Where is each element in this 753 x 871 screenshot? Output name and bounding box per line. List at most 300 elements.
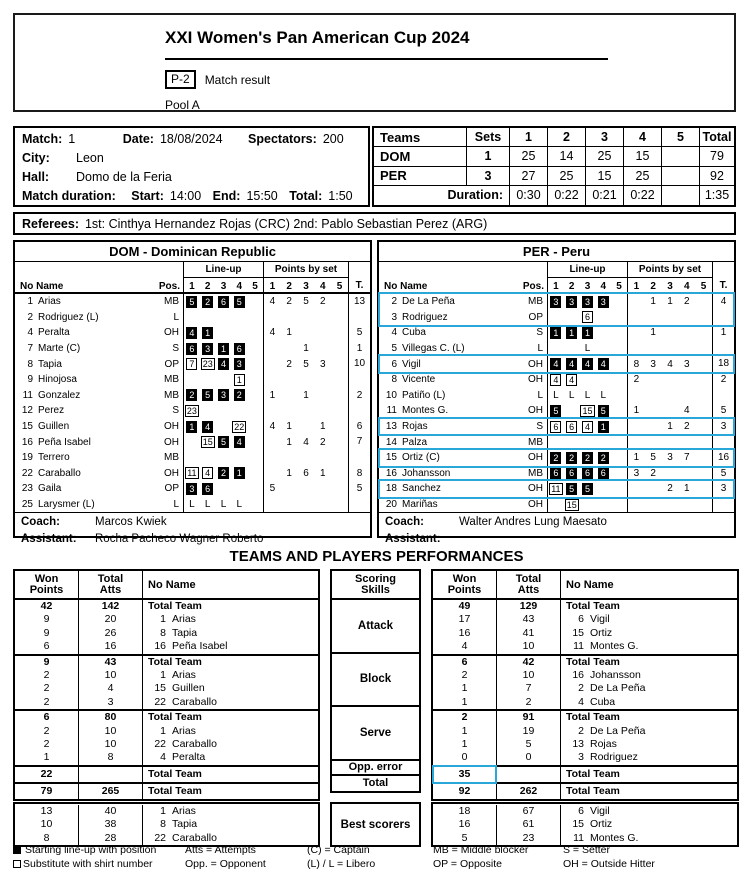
won-points-cell: 1	[433, 682, 497, 695]
won-points-cell: 2	[15, 696, 79, 709]
legend-text: S = Setter	[563, 844, 610, 856]
points-cells	[627, 419, 712, 435]
scoring-skills-column	[330, 569, 421, 793]
hall-label: Hall:	[22, 170, 50, 184]
player-row	[379, 450, 734, 466]
skill-block: Block	[332, 654, 419, 708]
player-row	[379, 403, 734, 419]
player-number: 23	[21, 483, 33, 495]
player-name: Larysmer (L)	[38, 499, 95, 511]
player-number: 22	[154, 831, 166, 844]
points-total-cell: 3	[712, 419, 734, 435]
player-name: Vigil	[402, 358, 421, 370]
player-row	[15, 325, 370, 341]
player-name: Peralta	[172, 751, 206, 764]
lineup-cell	[580, 421, 596, 433]
points-total-cell	[712, 497, 734, 513]
points-cells	[627, 497, 712, 513]
points-cell: 1	[667, 296, 673, 308]
coach-name: Walter Andres Lung Maesato	[459, 515, 607, 528]
player-row	[379, 356, 734, 372]
total-team-label: Total Team	[566, 767, 620, 780]
lineup-cell	[564, 358, 580, 370]
lineup-cells	[547, 403, 627, 419]
player-name-cell	[15, 421, 155, 432]
performance-table-per	[431, 569, 739, 801]
substitute-shirt-box: 6	[566, 421, 577, 433]
roster-table	[377, 240, 736, 546]
player-number: 16	[385, 467, 397, 479]
lineup-cell	[564, 467, 580, 479]
total-atts-cell: 23	[497, 832, 561, 845]
points-total-cell: 2	[712, 372, 734, 388]
lineup-cell	[595, 296, 611, 308]
player-number: 22	[154, 695, 166, 708]
player-name: Sanchez	[402, 483, 441, 495]
lineup-cells	[547, 466, 627, 482]
player-name: Vigil	[590, 805, 610, 817]
points-cell: 1	[303, 343, 309, 355]
player-name: Marte (C)	[38, 343, 81, 355]
won-points-cell: 49	[433, 600, 497, 613]
total-atts-header	[79, 571, 143, 598]
no-name-header: No Name	[148, 578, 196, 591]
player-number: 8	[160, 626, 166, 639]
legend-item	[13, 858, 185, 870]
player-position: OH	[528, 499, 543, 511]
lineup-cell	[184, 358, 200, 370]
starting-position-box: 6	[550, 467, 561, 479]
performance-row	[15, 784, 318, 799]
player-row	[379, 466, 734, 482]
lineup-cells	[183, 403, 263, 419]
end-value: 15:50	[246, 189, 278, 203]
assistant-name: Rocha Pacheco Wagner Roberto	[95, 533, 264, 546]
player-ref-cell	[143, 711, 318, 724]
substitute-shirt-box: 6	[582, 311, 593, 323]
starting-position-box: 5	[566, 483, 577, 495]
player-position: OH	[164, 327, 179, 339]
set-score-cell	[662, 147, 700, 166]
hall-value: Domo de la Feria	[76, 170, 172, 184]
starting-position-box: 5	[234, 296, 245, 308]
player-row	[379, 434, 734, 450]
player-position: OH	[528, 452, 543, 464]
performance-row	[433, 725, 737, 738]
lineup-cell	[580, 296, 596, 308]
points-cell: 1	[286, 327, 292, 339]
points-cell: 7	[684, 452, 690, 464]
page-title: XXI Women's Pan American Cup 2024	[165, 28, 470, 47]
total-atts-cell: 3	[79, 696, 143, 709]
player-number: 16	[154, 640, 166, 653]
player-name: Johansson	[590, 668, 641, 681]
player-position: S	[172, 343, 179, 355]
player-number: 25	[21, 499, 33, 511]
set-score-cell: 25	[624, 167, 662, 186]
legend-item	[433, 844, 563, 856]
points-total-cell: 5	[712, 403, 734, 419]
legend-text: MB = Middle blocker	[433, 844, 529, 856]
lineup-cell	[595, 452, 611, 464]
performance-row	[433, 669, 737, 682]
total-atts-cell: 262	[497, 784, 561, 799]
lineup-cell	[200, 436, 216, 448]
skill-group	[433, 656, 737, 712]
skill-opp-error: Opp. error	[332, 761, 419, 776]
points-total-cell: 4	[712, 294, 734, 310]
points-cell: 1	[633, 452, 640, 464]
lineup-cells	[183, 310, 263, 326]
total-atts-cell: 10	[79, 725, 143, 738]
points-cell: 4	[269, 327, 276, 339]
player-name: Arias	[172, 668, 196, 681]
starting-position-box: 6	[598, 467, 609, 479]
player-name: Ortiz	[590, 818, 613, 831]
sets-header-cell: 1	[510, 128, 548, 147]
points-cell: 2	[684, 421, 690, 433]
performance-row	[433, 818, 737, 831]
performance-row	[15, 696, 318, 709]
won-points-cell: 2	[15, 725, 79, 738]
points-cells	[627, 310, 712, 326]
player-row	[15, 434, 370, 450]
player-row	[15, 419, 370, 435]
lineup-cell	[548, 483, 564, 495]
player-position: OP	[164, 483, 179, 495]
points-cells	[627, 481, 712, 497]
player-number: 1	[160, 668, 166, 681]
total-header: T.	[712, 278, 734, 294]
city-value: Leon	[76, 151, 104, 165]
lineup-cells	[183, 356, 263, 372]
player-row	[15, 341, 370, 357]
starting-position-box: 6	[202, 483, 213, 495]
total-atts-cell	[79, 767, 143, 782]
substitute-shirt-box: 11	[551, 483, 561, 494]
cell: Won Points	[447, 572, 482, 596]
match-info-row-1	[22, 130, 361, 149]
starting-position-box: 1	[186, 421, 197, 433]
lineup-cells	[183, 325, 263, 341]
player-number: 10	[385, 389, 397, 401]
lineup-cell	[184, 467, 200, 479]
duration-row-label: Duration:	[374, 186, 510, 205]
player-number: 16	[572, 668, 584, 681]
player-name: Tapia	[172, 818, 198, 831]
player-number: 4	[160, 751, 166, 764]
starting-position-box: 2	[582, 452, 593, 464]
points-cell: 2	[320, 436, 326, 448]
starting-position-box: 4	[202, 421, 213, 433]
player-position: OH	[528, 374, 543, 386]
lineup-cell	[200, 296, 216, 308]
player-name: Cuba	[590, 695, 616, 708]
lineup-cell	[184, 343, 200, 355]
performance-row	[433, 751, 737, 764]
player-ref-cell	[143, 818, 318, 831]
substitute-shirt-box: 23	[186, 405, 197, 416]
points-cell: 2	[684, 296, 690, 308]
player-name-cell	[15, 483, 155, 494]
player-name-cell	[15, 390, 155, 401]
substitute-shirt-box: 1	[234, 374, 245, 386]
player-name-cell	[379, 421, 519, 432]
points-total-cell: 2	[348, 388, 370, 404]
player-number: 6	[578, 613, 584, 626]
points-cells	[627, 434, 712, 450]
lineup-group-label: Line-up	[183, 262, 263, 278]
lineup-cells	[547, 294, 627, 310]
player-row	[379, 481, 734, 497]
player-number: 11	[573, 640, 584, 653]
player-position: MB	[528, 296, 543, 308]
lineup-cell	[184, 483, 200, 495]
player-name: Terrero	[38, 452, 70, 464]
sets-header-cell: 2	[548, 128, 586, 147]
points-cell: 6	[303, 467, 309, 479]
title-underline	[165, 58, 608, 60]
lineup-cell	[580, 405, 596, 417]
substitute-shirt-box: 4	[582, 421, 593, 433]
points-cells	[627, 450, 712, 466]
won-points-cell: 1	[433, 725, 497, 738]
won-points-cell: 4	[433, 640, 497, 653]
lineup-cell	[184, 296, 200, 308]
player-number: 2	[27, 311, 33, 323]
points-total-cell: 1	[712, 325, 734, 341]
starting-position-box: 1	[218, 343, 229, 355]
lineup-cell	[200, 343, 216, 355]
total-atts-cell: 61	[497, 818, 561, 831]
player-number: 1	[160, 724, 166, 737]
player-number: 3	[391, 311, 397, 323]
player-name: Montes G.	[402, 405, 449, 417]
total-atts-cell: 0	[497, 751, 561, 764]
starting-position-box: 3	[566, 296, 577, 308]
points-cell: 2	[286, 296, 292, 308]
player-name: Johansson	[402, 467, 451, 479]
lineup-cell: L	[204, 499, 211, 511]
skill-group	[15, 711, 318, 767]
total-team-label: Total Team	[566, 784, 620, 797]
set-score-cell: 27	[510, 167, 548, 186]
lineup-cell	[200, 389, 216, 401]
player-name: Patiño (L)	[402, 389, 446, 401]
performance-row	[15, 682, 318, 695]
total-atts-cell: 41	[497, 627, 561, 640]
referees-names: 1st: Cinthya Hernandez Rojas (CRC) 2nd: Pablo Sebastian Perez (ARG)	[84, 216, 488, 231]
set-score-cell: 25	[548, 167, 586, 186]
skill-serve: Serve	[332, 707, 419, 761]
points-cells	[627, 341, 712, 357]
lineup-group-label: Line-up	[547, 262, 627, 278]
starting-position-box: 4	[218, 358, 229, 370]
player-number: 15	[385, 452, 397, 464]
won-points-cell: 6	[15, 711, 79, 724]
won-points-cell: 10	[15, 818, 79, 831]
player-ref-cell	[143, 751, 318, 764]
points-total-cell: 7	[348, 434, 370, 450]
points-cells	[263, 434, 348, 450]
lineup-cells	[183, 372, 263, 388]
points-cell: 1	[303, 389, 309, 401]
player-position: MB	[164, 296, 179, 308]
won-points-header	[15, 571, 79, 598]
substitute-shirt-box: 15	[582, 405, 593, 416]
roster-table	[13, 240, 372, 546]
points-cell: 5	[650, 452, 656, 464]
player-name: Hinojosa	[38, 374, 77, 386]
match-info-row-4	[22, 187, 361, 206]
won-points-cell: 2	[433, 669, 497, 682]
total-atts-cell: 8	[79, 751, 143, 764]
points-cell: 1	[320, 467, 326, 479]
total-atts-cell: 42	[497, 656, 561, 669]
player-number: 1	[160, 805, 166, 817]
player-name: Peña Isabel	[172, 640, 228, 653]
points-cell: 4	[269, 421, 276, 433]
duration-label: Match duration:	[22, 189, 116, 203]
player-name: Peralta	[38, 327, 70, 339]
substitute-shirt-box: 4	[566, 374, 577, 386]
player-name-cell	[379, 437, 519, 448]
player-name-cell	[379, 468, 519, 479]
player-row	[15, 372, 370, 388]
starting-position-box: 4	[234, 436, 245, 448]
player-name-cell	[379, 390, 519, 401]
team-code-cell: DOM	[374, 147, 467, 166]
no-name-header: No Name	[566, 578, 614, 591]
total-atts-cell: 142	[79, 600, 143, 613]
player-ref-cell	[561, 784, 737, 799]
player-number: 8	[160, 818, 166, 831]
total-atts-cell: 91	[497, 711, 561, 724]
legend-text: OP = Opposite	[433, 858, 502, 870]
points-cells	[627, 388, 712, 404]
starting-position-box: 6	[582, 467, 593, 479]
lineup-cell	[548, 327, 564, 339]
legend-text: Atts = Attempts	[185, 844, 256, 856]
lineup-cells	[547, 497, 627, 513]
lineup-cells	[547, 310, 627, 326]
total-team-label: Total Team	[566, 600, 620, 612]
lineup-cell	[548, 421, 564, 433]
player-number: 1	[27, 296, 33, 308]
player-number: 4	[391, 327, 397, 339]
player-number: 4	[27, 327, 33, 339]
legend-text: (L) / L = Libero	[307, 858, 376, 870]
coach-name: Marcos Kwiek	[95, 515, 167, 528]
starting-position-box: 2	[598, 452, 609, 464]
points-cells	[627, 356, 712, 372]
points-total-cell: 10	[348, 356, 370, 372]
won-points-cell: 2	[15, 682, 79, 695]
lineup-cell	[216, 343, 232, 355]
points-cells	[263, 403, 348, 419]
player-name-cell	[15, 452, 155, 463]
total-value: 1:50	[328, 189, 353, 203]
player-ref-cell	[561, 711, 737, 724]
player-row	[15, 356, 370, 372]
points-total-cell	[712, 388, 734, 404]
player-name-cell	[379, 296, 519, 307]
outline-square-icon	[13, 860, 21, 868]
player-position: OH	[164, 467, 179, 479]
player-name-cell	[15, 499, 155, 510]
won-points-cell: 42	[15, 600, 79, 613]
won-points-cell: 1	[433, 738, 497, 751]
set-duration-cell: 1:35	[704, 188, 730, 203]
set-score-cell: 3	[467, 167, 510, 186]
lineup-cell	[580, 358, 596, 370]
won-points-cell: 2	[15, 669, 79, 682]
won-points-cell: 5	[433, 832, 497, 845]
substitute-shirt-box: 7	[186, 358, 197, 370]
player-row	[15, 388, 370, 404]
start-label: Start:	[131, 189, 164, 203]
points-total-cell: 5	[712, 466, 734, 482]
lineup-cell	[216, 358, 232, 370]
points-total-cell	[348, 403, 370, 419]
player-row	[379, 294, 734, 310]
legend-item	[563, 858, 743, 870]
player-ref-cell	[561, 738, 737, 751]
player-row	[15, 403, 370, 419]
player-number: 15	[572, 626, 584, 639]
player-name-cell	[379, 343, 519, 354]
player-position: MB	[164, 389, 179, 401]
player-name: Caraballo	[38, 467, 81, 479]
performance-row	[433, 784, 737, 799]
player-name: Guillen	[38, 421, 70, 433]
points-cells	[627, 325, 712, 341]
lineup-cell	[580, 327, 596, 339]
player-ref-cell	[561, 751, 737, 764]
total-atts-header	[497, 571, 561, 598]
won-points-cell: 9	[15, 627, 79, 640]
player-number: 3	[578, 751, 584, 764]
starting-position-box: 2	[550, 452, 561, 464]
player-name: Rodriguez (L)	[38, 311, 99, 323]
won-points-cell: 17	[433, 613, 497, 626]
points-cell: 3	[684, 358, 690, 370]
player-row	[379, 497, 734, 513]
performances-title: TEAMS AND PLAYERS PERFORMANCES	[229, 548, 524, 565]
performance-header	[433, 571, 737, 600]
points-cell: 1	[286, 467, 292, 479]
player-position: OH	[528, 483, 543, 495]
player-name-cell	[15, 312, 155, 323]
player-name: De La Peña	[590, 682, 646, 695]
player-ref-cell	[143, 669, 318, 682]
starting-position-box: 6	[566, 467, 577, 479]
lineup-cell	[548, 358, 564, 370]
total-atts-cell: 7	[497, 682, 561, 695]
lineup-cell	[216, 467, 232, 479]
player-name: Gonzalez	[38, 389, 81, 401]
set-score-cell: 14	[548, 147, 586, 166]
player-row	[15, 450, 370, 466]
lineup-cells	[183, 450, 263, 466]
points-cell: 8	[633, 358, 640, 370]
match-info-row-2	[22, 149, 361, 168]
performance-row	[433, 738, 737, 751]
player-position: L	[537, 343, 543, 355]
points-cell: 1	[286, 421, 292, 433]
starting-position-box: 6	[218, 296, 229, 308]
player-row	[379, 341, 734, 357]
